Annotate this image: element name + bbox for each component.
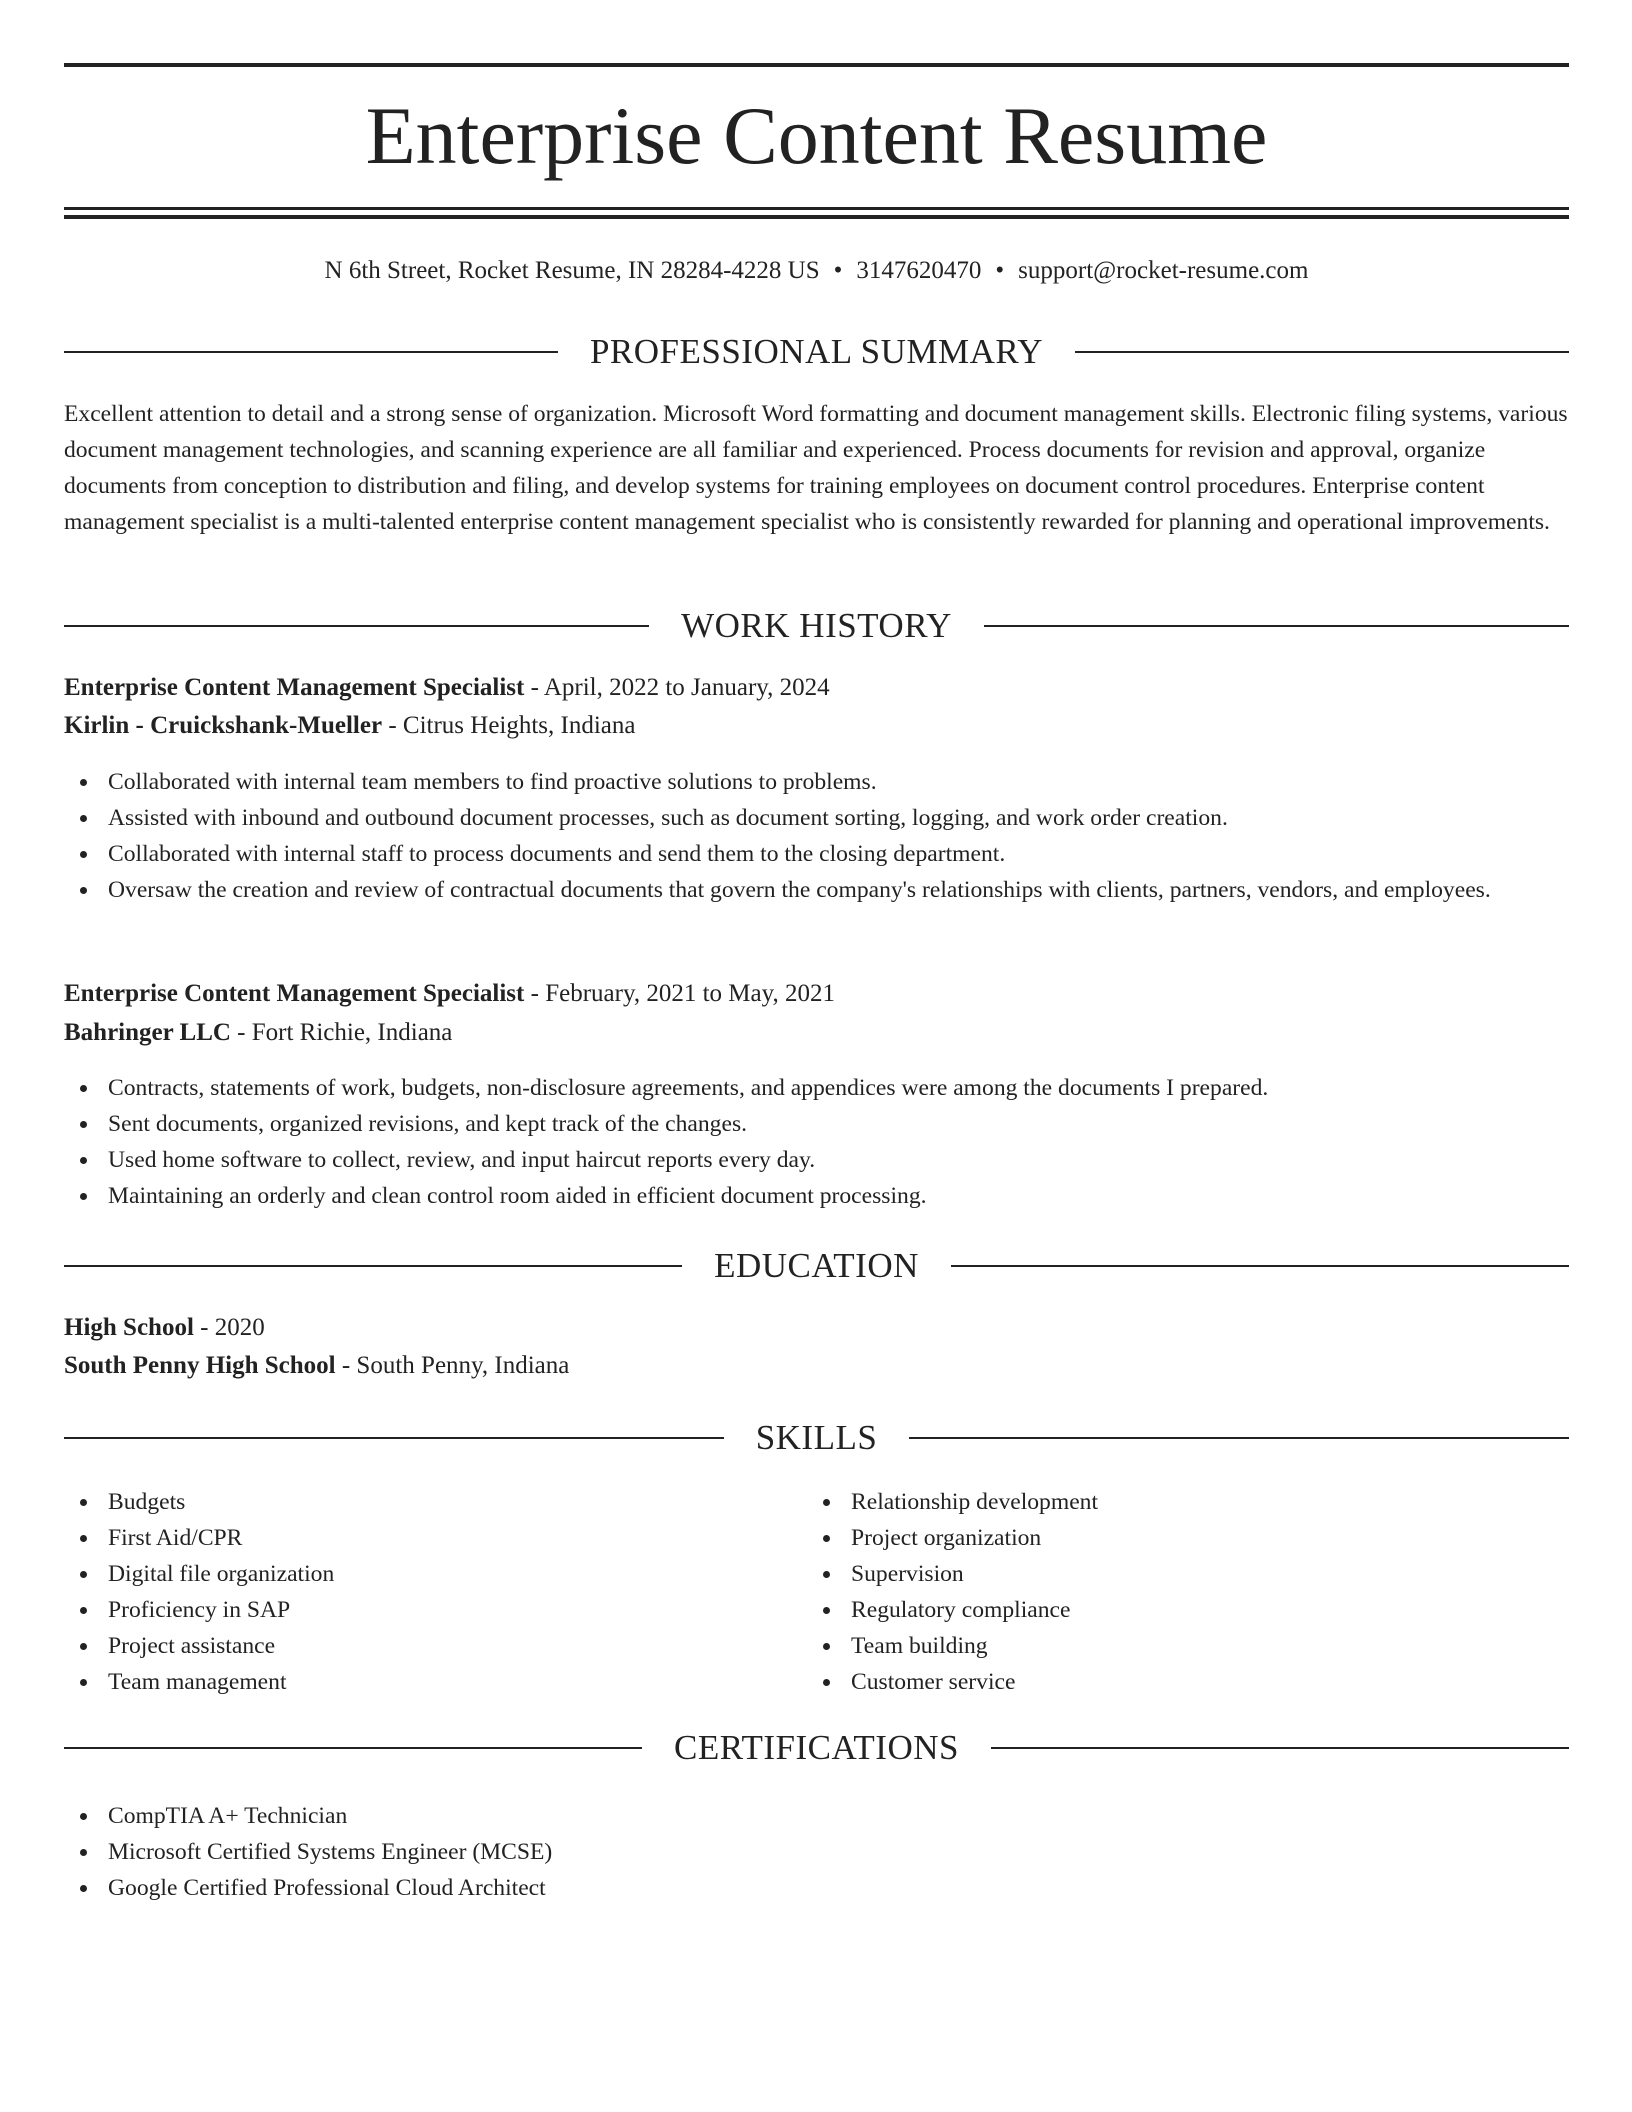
list-item: Collaborated with internal team members to find proactive solutions to problems. [64, 764, 1514, 800]
list-item: Supervision [807, 1556, 1507, 1592]
job-location: - Citrus Heights, Indiana [382, 712, 636, 739]
list-item: Microsoft Certified Systems Engineer (MCSE) [64, 1834, 1064, 1870]
skills-list-left [64, 1484, 764, 1700]
list-item: Project assistance [64, 1628, 764, 1664]
education-school-row [64, 1348, 1569, 1384]
list-item: Google Certified Professional Cloud Architect [64, 1870, 1064, 1906]
heading-rule [64, 1437, 724, 1439]
job-title-row [64, 976, 1569, 1012]
heading-rule [1075, 351, 1569, 353]
job-dates: - February, 2021 to May, 2021 [524, 980, 835, 1007]
list-item: Budgets [64, 1484, 764, 1520]
job-company: Kirlin - Cruickshank-Mueller [64, 712, 383, 739]
education-location: - South Penny, Indiana [335, 1352, 570, 1379]
list-item: Project organization [807, 1520, 1507, 1556]
education-school: South Penny High School [64, 1352, 336, 1379]
heading-rule [951, 1265, 1569, 1267]
job-company-row [64, 708, 1569, 744]
certifications-list [64, 1798, 1064, 1906]
contact-separator: • [995, 257, 1005, 284]
contact-line [64, 254, 1569, 288]
list-item: CompTIA A+ Technician [64, 1798, 1064, 1834]
contact-separator: • [833, 257, 843, 284]
list-item: Proficiency in SAP [64, 1592, 764, 1628]
job-company: Bahringer LLC [64, 1019, 231, 1046]
list-item: Maintaining an orderly and clean control room aided in efficient document processing. [64, 1178, 1514, 1214]
education-degree-row [64, 1310, 1569, 1346]
contact-address: N 6th Street, Rocket Resume, IN 28284-4228 US [324, 257, 820, 284]
section-heading-certifications [64, 1726, 1569, 1770]
list-item: Relationship development [807, 1484, 1507, 1520]
list-item: First Aid/CPR [64, 1520, 764, 1556]
list-item: Assisted with inbound and outbound document processes, such as document sorting, logging, and work order creation. [64, 800, 1514, 836]
resume-name: Enterprise Content Resume [365, 90, 1268, 181]
heading-rule [64, 351, 558, 353]
job-title: Enterprise Content Management Specialist [64, 980, 525, 1007]
list-item: Team building [807, 1628, 1507, 1664]
top-rule [64, 63, 1569, 67]
section-heading-skills [64, 1416, 1569, 1460]
list-item: Oversaw the creation and review of contractual documents that govern the company's relationships with clients, partners, vendors, and employees. [64, 872, 1514, 908]
double-rule [64, 207, 1569, 219]
list-item: Team management [64, 1664, 764, 1700]
heading-rule [991, 1747, 1569, 1749]
section-heading-education [64, 1244, 1569, 1288]
education-degree: High School [64, 1314, 194, 1341]
list-item: Customer service [807, 1664, 1507, 1700]
job-dates: - April, 2022 to January, 2024 [524, 674, 830, 701]
heading-rule [64, 1265, 682, 1267]
section-heading-work-history [64, 604, 1569, 648]
section-heading-text: WORK HISTORY [681, 606, 952, 645]
section-heading-summary [64, 330, 1569, 374]
skills-list-right [807, 1484, 1507, 1700]
list-item: Contracts, statements of work, budgets, non-disclosure agreements, and appendices were among the documents I prepared. [64, 1070, 1514, 1106]
list-item: Digital file organization [64, 1556, 764, 1592]
section-heading-text: PROFESSIONAL SUMMARY [589, 332, 1044, 371]
contact-email: support@rocket-resume.com [1018, 257, 1309, 284]
job-company-row [64, 1015, 1569, 1051]
section-heading-text: CERTIFICATIONS [674, 1728, 959, 1767]
list-item: Regulatory compliance [807, 1592, 1507, 1628]
list-item: Used home software to collect, review, and input haircut reports every day. [64, 1142, 1514, 1178]
contact-phone: 3147620470 [856, 257, 982, 284]
education-year: - 2020 [193, 1314, 265, 1341]
job-title-row [64, 670, 1569, 706]
job-location: - Fort Richie, Indiana [230, 1019, 453, 1046]
job-bullets [64, 1070, 1514, 1214]
section-heading-text: SKILLS [755, 1418, 878, 1457]
section-heading-text: EDUCATION [714, 1246, 919, 1285]
heading-rule [64, 1747, 642, 1749]
job-bullets [64, 764, 1514, 908]
list-item: Collaborated with internal staff to process documents and send them to the closing department. [64, 836, 1514, 872]
job-title: Enterprise Content Management Specialist [64, 674, 525, 701]
summary-text: Excellent attention to detail and a strong sense of organization. Microsoft Word formatting and document management skills. Electronic filing systems, various document management technologies, and scanning experience are all familiar and experienced. Process documents for revision and approval, organize documents from conception to distribution and filing, and develop systems for training employees on document control procedures. Enterprise content management specialist is a multi-talented enterprise content management specialist who is consistently rewarded for planning and operational improvements. [64, 401, 1568, 535]
list-item: Sent documents, organized revisions, and kept track of the changes. [64, 1106, 1514, 1142]
heading-rule [64, 625, 649, 627]
heading-rule [984, 625, 1569, 627]
heading-rule [909, 1437, 1569, 1439]
